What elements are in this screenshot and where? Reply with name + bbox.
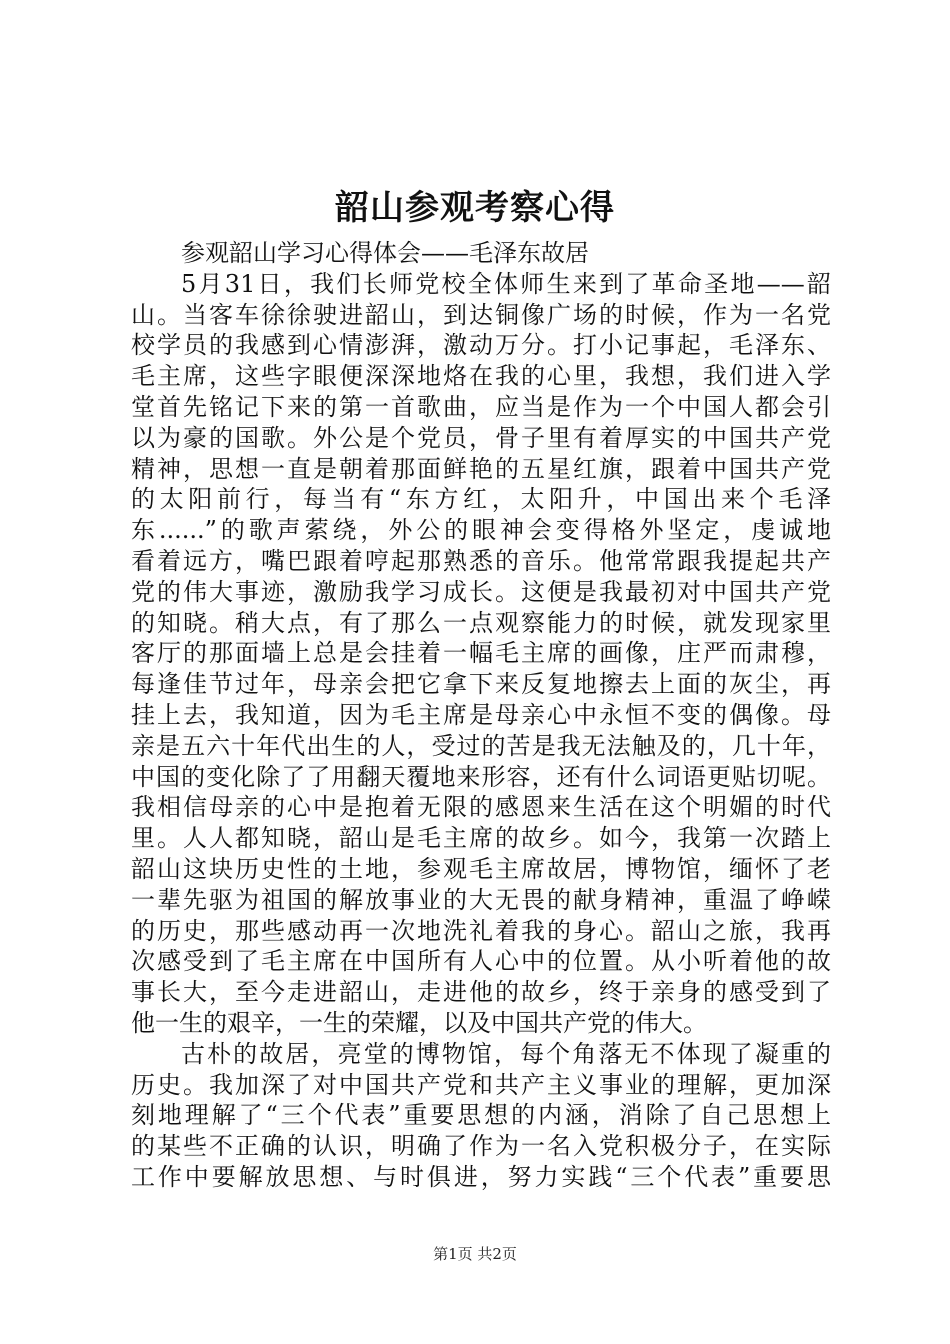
paragraph-line: 刻地理解了“三个代表”重要思想的内涵，消除了自己思想上 (131, 1101, 831, 1130)
paragraph-line: 他一生的艰辛，一生的荣耀，以及中国共产党的伟大。 (131, 1008, 707, 1037)
paragraph-line: 东......”的歌声萦绕，外公的眼神会变得格外坚定，虔诚地 (131, 516, 831, 545)
paragraph-line: 以为豪的国歌。外公是个党员，骨子里有着厚实的中国共产党 (131, 423, 831, 452)
paragraph-line: 的历史，那些感动再一次地洗礼着我的身心。韶山之旅，我再 (131, 916, 831, 945)
paragraph-line: 堂首先铭记下来的第一首歌曲，应当是作为一个中国人都会引 (131, 392, 831, 421)
document-body (131, 238, 831, 1193)
paragraph-line: 里。人人都知晓，韶山是毛主席的故乡。如今，我第一次踏上 (131, 824, 831, 853)
paragraph-line: 的某些不正确的认识，明确了作为一名入党积极分子，在实际 (131, 1132, 831, 1161)
paragraph-line: 事长大，至今走进韶山，走进他的故乡，终于亲身的感受到了 (131, 978, 831, 1007)
paragraph-line: 中国的变化除了了用翻天覆地来形容，还有什么词语更贴切呢。 (131, 762, 831, 791)
paragraph-line: 次感受到了毛主席在中国所有人心中的位置。从小听着他的故 (131, 947, 831, 976)
paragraph-line: 的太阳前行，每当有“东方红，太阳升，中国出来个毛泽 (131, 485, 831, 514)
paragraph-line: 韶山这块历史性的土地，参观毛主席故居，博物馆，缅怀了老 (131, 854, 831, 883)
document-title: 韶山参观考察心得 (335, 188, 615, 228)
paragraph-line: 一辈先驱为祖国的解放事业的大无畏的献身精神，重温了峥嵘 (131, 885, 831, 914)
paragraph-line: 亲是五六十年代出生的人，受过的苦是我无法触及的，几十年， (131, 731, 831, 760)
paragraph-line: 我相信母亲的心中是抱着无限的感恩来生活在这个明媚的时代 (131, 793, 831, 822)
paragraph-line: 看着远方，嘴巴跟着哼起那熟悉的音乐。他常常跟我提起共产 (131, 546, 831, 575)
paragraph-line: 挂上去，我知道，因为毛主席是母亲心中永恒不变的偶像。母 (131, 700, 831, 729)
paragraph-line: 毛主席，这些字眼便深深地烙在我的心里，我想，我们进入学 (131, 362, 831, 391)
page-number-footer: 第1页 共2页 (433, 1245, 517, 1263)
paragraph-line: 历史。我加深了对中国共产党和共产主义事业的理解，更加深 (131, 1070, 831, 1099)
paragraph-line: 党的伟大事迹，激励我学习成长。这便是我最初对中国共产党 (131, 577, 831, 606)
paragraph-line: 工作中要解放思想、与时俱进，努力实践“三个代表”重要思 (131, 1162, 831, 1191)
paragraph-line: 校学员的我感到心情澎湃，激动万分。打小记事起，毛泽东、 (131, 331, 831, 360)
paragraph-line: 的知晓。稍大点，有了那么一点观察能力的时候，就发现家里 (131, 608, 831, 637)
paragraph-line: 古朴的故居，亮堂的博物馆，每个角落无不体现了凝重的 (181, 1039, 831, 1068)
paragraph-line: 5月31日，我们长师党校全体师生来到了革命圣地——韶 (181, 269, 831, 298)
subtitle-line: 参观韶山学习心得体会——毛泽东故居 (181, 239, 589, 267)
paragraph-line: 每逢佳节过年，母亲会把它拿下来反复地擦去上面的灰尘，再 (131, 670, 831, 699)
paragraph-line: 山。当客车徐徐驶进韶山，到达铜像广场的时候，作为一名党 (131, 300, 831, 329)
paragraph-line: 客厅的那面墙上总是会挂着一幅毛主席的画像，庄严而肃穆， (131, 639, 831, 668)
paragraph-line: 精神，思想一直是朝着那面鲜艳的五星红旗，跟着中国共产党 (131, 454, 831, 483)
